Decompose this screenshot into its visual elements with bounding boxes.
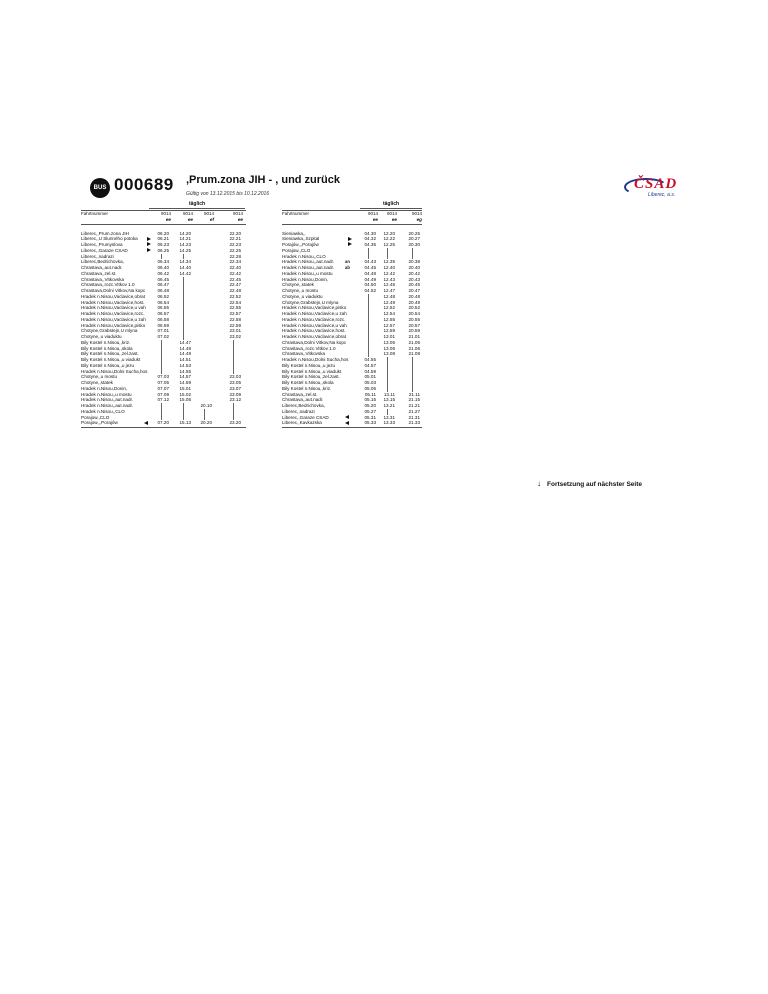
departure-time: 20.42 xyxy=(408,270,420,276)
departure-time: 23.03 xyxy=(229,374,241,380)
departure-time: 12.59 xyxy=(383,328,395,334)
stop-name: Hradek n.Nisou,Vaclavice,u zah xyxy=(282,311,347,316)
departure-time: 15.02 xyxy=(179,391,191,397)
departure-time: 13.01 xyxy=(383,334,395,339)
trip-number: 9014 xyxy=(232,211,243,216)
stop-name: Liberec,,nadrazi xyxy=(81,253,114,259)
departure-time: 20.10 xyxy=(200,403,212,408)
departure-time: 23.12 xyxy=(229,397,241,403)
stop-name: Bily Kostel n.Nisou,,kriz. xyxy=(282,385,332,391)
pass-through-line xyxy=(183,254,184,260)
stop-name: Chotyne,Grabstejn,U mlyna xyxy=(282,299,339,305)
stop-name: Sieniawka,,Szpital xyxy=(282,236,320,242)
stop-name: Hradek n.Nisou,Vaclavice,u vah xyxy=(282,322,347,328)
departure-time: 22.59 xyxy=(229,322,241,328)
departure-time: 13.08 xyxy=(383,351,395,357)
departure-time: 07.09 xyxy=(157,391,169,397)
departure-time: 23.20 xyxy=(229,420,241,426)
departure-time: 12.52 xyxy=(383,305,395,311)
stop-name: Hradek n.Nisou,,CLO xyxy=(282,253,326,259)
stop-name: Hradek n.Nisou,,u mostu xyxy=(81,391,132,397)
departure-time: 05.11 xyxy=(364,391,376,397)
stop-name: Liberec,,nadrazi xyxy=(282,408,315,414)
departure-time: 22.42 xyxy=(229,270,241,276)
stop-name: Chrastava,,Vitkovska xyxy=(81,276,125,282)
departure-time: 05.01 xyxy=(364,374,376,380)
pass-through-line xyxy=(233,403,234,420)
pass-through-line xyxy=(387,409,388,415)
stop-name: Hradek n.Nisou,Vaclavice,pisko xyxy=(282,305,347,311)
stop-name: Hradek n.Nisou,,CLO xyxy=(81,408,125,414)
stop-name: Sieniawka,, xyxy=(282,230,306,236)
departure-time: 22.55 xyxy=(229,305,241,311)
departure-time: 22.23 xyxy=(229,242,241,247)
departure-time: 05.20 xyxy=(364,403,376,408)
pass-through-line xyxy=(368,248,369,260)
departure-time: 23.01 xyxy=(229,328,241,334)
departure-time: 07.05 xyxy=(157,380,169,385)
departure-time: 20.40 xyxy=(408,265,420,270)
stop-name: Bily Kostel n.Nisou,,skola xyxy=(282,380,334,385)
service-days: täglich xyxy=(188,201,206,207)
departure-time: 04.49 xyxy=(364,276,376,282)
stop-name: Bily Kostel n.Nisou,,skola xyxy=(81,345,133,351)
stop-name: Hradek n.Nisou,,aut.nadr. xyxy=(81,397,134,403)
stop-name: Chrastava,,rozc.Vitkov 1.0 xyxy=(282,345,336,351)
departure-time: 22.21 xyxy=(229,236,241,242)
service-days: täglich xyxy=(382,201,400,207)
line-number: 000689 xyxy=(114,175,174,194)
route-title: ,Prum.zona JIH - , und zurück xyxy=(186,174,341,186)
departure-time: 07.02 xyxy=(157,334,169,339)
alighting-only-icon xyxy=(345,415,349,419)
stop-name: Chrastava,Dolni Vitkov,Na kopc xyxy=(282,339,347,345)
departure-time: 20.25 xyxy=(408,230,420,236)
departure-time: 23.09 xyxy=(229,391,241,397)
departure-time: 20.59 xyxy=(408,328,420,334)
rule xyxy=(282,427,422,428)
departure-time: 20.43 xyxy=(408,276,420,282)
fahrtnummer-label: Fahrtnummer xyxy=(81,211,109,216)
stop-name: Hradek n.Nisou,Donin, xyxy=(81,385,128,391)
departure-time: 06.59 xyxy=(157,322,169,328)
departure-time: 22.52 xyxy=(229,293,241,299)
departure-time: 22.47 xyxy=(229,282,241,288)
return-timetable xyxy=(282,201,422,471)
departure-time: 12.57 xyxy=(383,322,395,328)
departure-time: 22.48 xyxy=(229,288,241,293)
stop-name: Chrastava,,zel.st. xyxy=(81,270,117,276)
departure-time: 21.31 xyxy=(408,414,420,420)
departure-time: 20.55 xyxy=(408,316,420,322)
departure-time: 12.40 xyxy=(383,265,395,270)
departure-time: 14.51 xyxy=(179,357,191,362)
stop-name: Hradek n.Nisou,Vaclavice,obrat xyxy=(81,293,146,299)
stop-name: Chotyne,,statek xyxy=(81,380,113,385)
pass-through-line xyxy=(204,409,205,421)
stop-name: Hradek n.Nisou,Donin, xyxy=(282,276,329,282)
continuation-note xyxy=(537,479,642,488)
departure-time: 06.47 xyxy=(157,282,169,288)
departure-time: 04.35 xyxy=(364,242,376,247)
stop-name: Liberec,,Prum.zona JIH xyxy=(81,230,129,236)
trip-flag: ef xyxy=(209,216,214,222)
departure-time: 06.23 xyxy=(157,242,169,247)
departure-time: 12.25 xyxy=(383,242,395,247)
departure-time: 22.28 xyxy=(229,253,241,259)
stop-name: Hradek n.Nisou,Vaclavice,host. xyxy=(282,328,346,334)
trip-flag: ee xyxy=(165,216,171,222)
stop-name: Hradek n.Nisou,,aut.nadr. xyxy=(81,403,134,408)
departure-time: 12.22 xyxy=(383,236,395,242)
departure-time: 21.15 xyxy=(408,397,420,403)
outbound-timetable xyxy=(81,201,246,471)
departure-time: 20.48 xyxy=(408,293,420,299)
departure-time: 14.57 xyxy=(179,374,191,380)
departure-time: 21.11 xyxy=(408,391,420,397)
stop-name: Hradek n.Nisou,Vaclavice,host. xyxy=(81,299,145,305)
departure-time: 07.12 xyxy=(157,397,169,403)
pass-through-line xyxy=(412,248,413,260)
stop-name: Chrastava,,zel.st. xyxy=(282,391,318,397)
departure-time: 14.48 xyxy=(179,345,191,351)
trip-number: 9014 xyxy=(367,211,378,216)
stop-name: Chotyne,Grabstejn,U mlyna xyxy=(81,328,138,334)
stop-name: Porajów,,,Porajów xyxy=(282,242,319,247)
stop-name: Liberec,,Kavkazska xyxy=(282,420,322,426)
departure-time: 20.54 xyxy=(408,311,420,316)
departure-time: 06.52 xyxy=(157,293,169,299)
pass-through-line xyxy=(183,403,184,420)
departure-time: 07.01 xyxy=(157,328,169,334)
departure-time: 20.52 xyxy=(408,305,420,311)
departure-time: 20.45 xyxy=(408,282,420,288)
departure-time: 13.06 xyxy=(383,345,395,351)
departure-time: 23.05 xyxy=(229,380,241,385)
stop-name: Chotyne,,u viaduktu xyxy=(81,334,122,339)
stop-name: Liberec,Bedrichovka, xyxy=(81,259,124,265)
departure-time: 22.54 xyxy=(229,299,241,305)
departure-time: 14.25 xyxy=(179,247,191,253)
departure-time: 20.27 xyxy=(408,236,420,242)
departure-time: 22.40 xyxy=(229,265,241,270)
departure-time: 05.03 xyxy=(364,380,376,385)
departure-time: 04.59 xyxy=(364,368,376,374)
departure-time: 06.40 xyxy=(157,265,169,270)
departure-time: 12.48 xyxy=(383,293,395,299)
departure-time: 06.45 xyxy=(157,276,169,282)
arrival-marker: an xyxy=(345,259,350,265)
stop-name: Chotyne,,u viaduktu xyxy=(282,293,323,299)
trip-number: 9014 xyxy=(182,211,193,216)
departure-time: 14.42 xyxy=(179,270,191,276)
departure-time: 04.43 xyxy=(364,259,376,265)
arrow-down-icon: ↓ xyxy=(537,479,541,488)
departure-time: 07.03 xyxy=(157,374,169,380)
departure-time: 21.08 xyxy=(408,351,420,357)
departure-time: 21.21 xyxy=(408,403,420,408)
stop-name: Hradek n.Nisou,Vaclavice,rozc. xyxy=(81,311,145,316)
departure-time: 05.27 xyxy=(364,408,376,414)
stop-name: Bily Kostel n.Nisou,,kriz. xyxy=(81,339,131,345)
rule xyxy=(282,224,422,225)
stop-name: Chrastava,,aut.nadr. xyxy=(282,397,324,403)
stop-name: Hradek n.Nisou,Vaclavice,rozc. xyxy=(282,316,346,322)
departure-time: 06.54 xyxy=(157,299,169,305)
stop-name: Bily Kostel n.Nisou,,u jezu xyxy=(282,362,336,368)
departure-time: 12.43 xyxy=(383,276,395,282)
departure-time: 23.07 xyxy=(229,385,241,391)
departure-time: 22.45 xyxy=(229,276,241,282)
stop-name: Liberec,Bedrichovka, xyxy=(282,403,325,408)
departure-time: 14.20 xyxy=(179,230,191,236)
departure-time: 04.52 xyxy=(364,288,376,293)
departure-time: 15.05 xyxy=(179,397,191,403)
departure-time: 05.31 xyxy=(364,414,376,420)
pass-through-line xyxy=(161,340,162,375)
stop-name: Porajow,,CLO xyxy=(81,414,110,420)
departure-time: 14.55 xyxy=(179,368,191,374)
rule xyxy=(81,224,246,225)
departure-time: 12.42 xyxy=(383,270,395,276)
csad-logo xyxy=(624,176,688,198)
boarding-only-icon xyxy=(147,242,151,246)
stop-name: Bily Kostel n.Nisou,,zel.zast. xyxy=(282,374,340,380)
departure-marker: ab xyxy=(345,265,350,270)
departure-time: 12.47 xyxy=(383,288,395,293)
stop-name: Hradek n.Nisou,Dolni Sucha,hos xyxy=(282,357,349,362)
departure-time: 06.42 xyxy=(157,270,169,276)
departure-time: 14.49 xyxy=(179,351,191,357)
departure-time: 14.47 xyxy=(179,339,191,345)
departure-time: 22.57 xyxy=(229,311,241,316)
departure-time: 22.25 xyxy=(229,247,241,253)
rule xyxy=(149,208,245,209)
departure-time: 20.57 xyxy=(408,322,420,328)
departure-time: 20.30 xyxy=(408,242,420,247)
departure-time: 12.55 xyxy=(383,316,395,322)
pass-through-line xyxy=(412,357,413,392)
stop-name: Bily Kostel n.Nisou,,u viadukt xyxy=(282,368,342,374)
departure-time: 21.27 xyxy=(408,408,420,414)
trip-flag: eg xyxy=(416,216,422,222)
departure-time: 04.32 xyxy=(364,236,376,242)
departure-time: 15.13 xyxy=(179,420,191,426)
departure-time: 21.01 xyxy=(408,334,420,339)
departure-time: 06.25 xyxy=(157,247,169,253)
stop-name: Hradek n.Nisou,Dolni Sucha,hos xyxy=(81,368,148,374)
stop-name: Bily Kostel n.Nisou,,u jezu xyxy=(81,362,135,368)
stop-name: Hradek n.Nisou,Vaclavice,obrat xyxy=(282,334,347,339)
trip-flag: ee xyxy=(372,216,378,222)
pass-through-line xyxy=(387,357,388,392)
departure-time: 12.45 xyxy=(383,282,395,288)
alighting-only-icon xyxy=(345,421,349,425)
departure-time: 14.53 xyxy=(179,362,191,368)
stop-name: Liberec,,U Slunného potoka xyxy=(81,236,138,242)
boarding-only-icon xyxy=(147,237,151,241)
continuation-text: Fortsetzung auf nächster Seite xyxy=(547,481,642,488)
departure-time: 13.15 xyxy=(383,397,395,403)
departure-time: 14.59 xyxy=(179,380,191,385)
boarding-only-icon xyxy=(348,237,352,241)
logo-subtitle: Liberec, a.s. xyxy=(648,192,676,198)
stop-name: Liberec,,Garaze CSAD xyxy=(282,414,329,420)
departure-time: 14.34 xyxy=(179,259,191,265)
boarding-only-icon xyxy=(147,248,151,252)
pass-through-line xyxy=(387,248,388,260)
departure-time: 05.05 xyxy=(364,385,376,391)
bus-icon: BUS xyxy=(90,178,110,198)
stop-name: Liberec,,Prumyslova xyxy=(81,242,123,247)
fahrtnummer-label: Fahrtnummer xyxy=(282,211,310,216)
stop-name: Chotyne,,u mostu xyxy=(282,288,319,293)
departure-time: 20.38 xyxy=(408,259,420,265)
departure-time: 20.49 xyxy=(408,299,420,305)
departure-time: 06.48 xyxy=(157,288,169,293)
stop-name: Chotyne,,statek xyxy=(282,282,314,288)
boarding-only-icon xyxy=(348,242,352,246)
departure-time: 04.48 xyxy=(364,270,376,276)
departure-time: 15.01 xyxy=(179,385,191,391)
trip-flag: ee xyxy=(237,216,243,222)
departure-time: 04.45 xyxy=(364,265,376,270)
departure-time: 06.58 xyxy=(157,316,169,322)
stop-name: Chrastava,,rozc.Vitkov 1.0 xyxy=(81,282,135,288)
departure-time: 23.02 xyxy=(229,334,241,339)
departure-time: 04.50 xyxy=(364,282,376,288)
departure-time: 21.06 xyxy=(408,345,420,351)
rule xyxy=(360,208,422,209)
validity-period: Gültig von 13.12.2015 bis 10.12.2016 xyxy=(186,191,270,197)
stop-name: Hradek n.Nisou,Vaclavice,pisko xyxy=(81,322,146,328)
departure-time: 14.23 xyxy=(179,242,191,247)
stop-name: Hradek n.Nisou,Vaclavice,u vah xyxy=(81,305,146,311)
trip-flag: ee xyxy=(187,216,193,222)
logo-name: ČSAD xyxy=(634,176,678,192)
departure-time: 06.57 xyxy=(157,311,169,316)
stop-name: Chotyne,,u mostu xyxy=(81,374,118,380)
departure-time: 04.55 xyxy=(364,357,376,362)
departure-time: 07.07 xyxy=(157,385,169,391)
departure-time: 06.55 xyxy=(157,305,169,311)
stop-name: Chrastava,,Vitkovska xyxy=(282,351,326,357)
alighting-only-icon xyxy=(144,421,148,425)
departure-time: 04.57 xyxy=(364,362,376,368)
departure-time: 20.47 xyxy=(408,288,420,293)
departure-time: 06.20 xyxy=(157,230,169,236)
departure-time: 04.30 xyxy=(364,230,376,236)
pass-through-line xyxy=(233,340,234,375)
departure-time: 13.05 xyxy=(383,339,395,345)
departure-time: 13.31 xyxy=(383,414,395,420)
departure-time: 14.21 xyxy=(179,236,191,242)
trip-number: 9014 xyxy=(203,211,214,216)
pass-through-line xyxy=(161,403,162,420)
stop-name: Hradek n.Nisou,,u mostu xyxy=(282,270,333,276)
stop-name: Hradek n.Nisou,,aut.nadr. xyxy=(282,259,335,265)
stop-name: Porajow,,,Porajów xyxy=(81,420,118,426)
stop-name: Liberec,,Garaze CSAD xyxy=(81,247,128,253)
stop-name: Bily Kostel n.Nisou,,u viadukt xyxy=(81,357,141,362)
departure-time: 06.34 xyxy=(157,259,169,265)
departure-time: 13.21 xyxy=(383,403,395,408)
stop-name: Hradek n.Nisou,Vaclavice,u zah xyxy=(81,316,146,322)
departure-time: 06.21 xyxy=(157,236,169,242)
stop-name: Hradek n.Nisou,,aut.nadr. xyxy=(282,265,335,270)
stop-name: Chrastava,,aut.nadr. xyxy=(81,265,123,270)
departure-time: 12.54 xyxy=(383,311,395,316)
departure-time: 22.20 xyxy=(229,230,241,236)
stop-name: Porajow,,CLO xyxy=(282,247,311,253)
trip-number: 9014 xyxy=(411,211,422,216)
departure-time: 12.49 xyxy=(383,299,395,305)
pass-through-line xyxy=(161,254,162,260)
departure-time: 13.33 xyxy=(383,420,395,426)
departure-time: 14.40 xyxy=(179,265,191,270)
departure-time: 13.11 xyxy=(383,391,395,397)
departure-time: 22.58 xyxy=(229,316,241,322)
departure-time: 07.20 xyxy=(157,420,169,426)
stop-name: Chrastava,Dolni Vitkov,Na kopc xyxy=(81,288,146,293)
departure-time: 05.15 xyxy=(364,397,376,403)
stop-name: Bily Kostel n.Nisou,,zel.zast. xyxy=(81,351,139,357)
trip-number: 9014 xyxy=(386,211,397,216)
departure-time: 21.33 xyxy=(408,420,420,426)
trip-number: 9014 xyxy=(160,211,171,216)
trip-flag: ee xyxy=(391,216,397,222)
departure-time: 22.34 xyxy=(229,259,241,265)
pass-through-line xyxy=(368,294,369,357)
pass-through-line xyxy=(183,277,184,340)
departure-time: 12.35 xyxy=(383,259,395,265)
departure-time: 12.20 xyxy=(383,230,395,236)
departure-time: 20.20 xyxy=(200,420,212,426)
departure-time: 05.33 xyxy=(364,420,376,426)
rule xyxy=(81,427,246,428)
departure-time: 21.05 xyxy=(408,339,420,345)
